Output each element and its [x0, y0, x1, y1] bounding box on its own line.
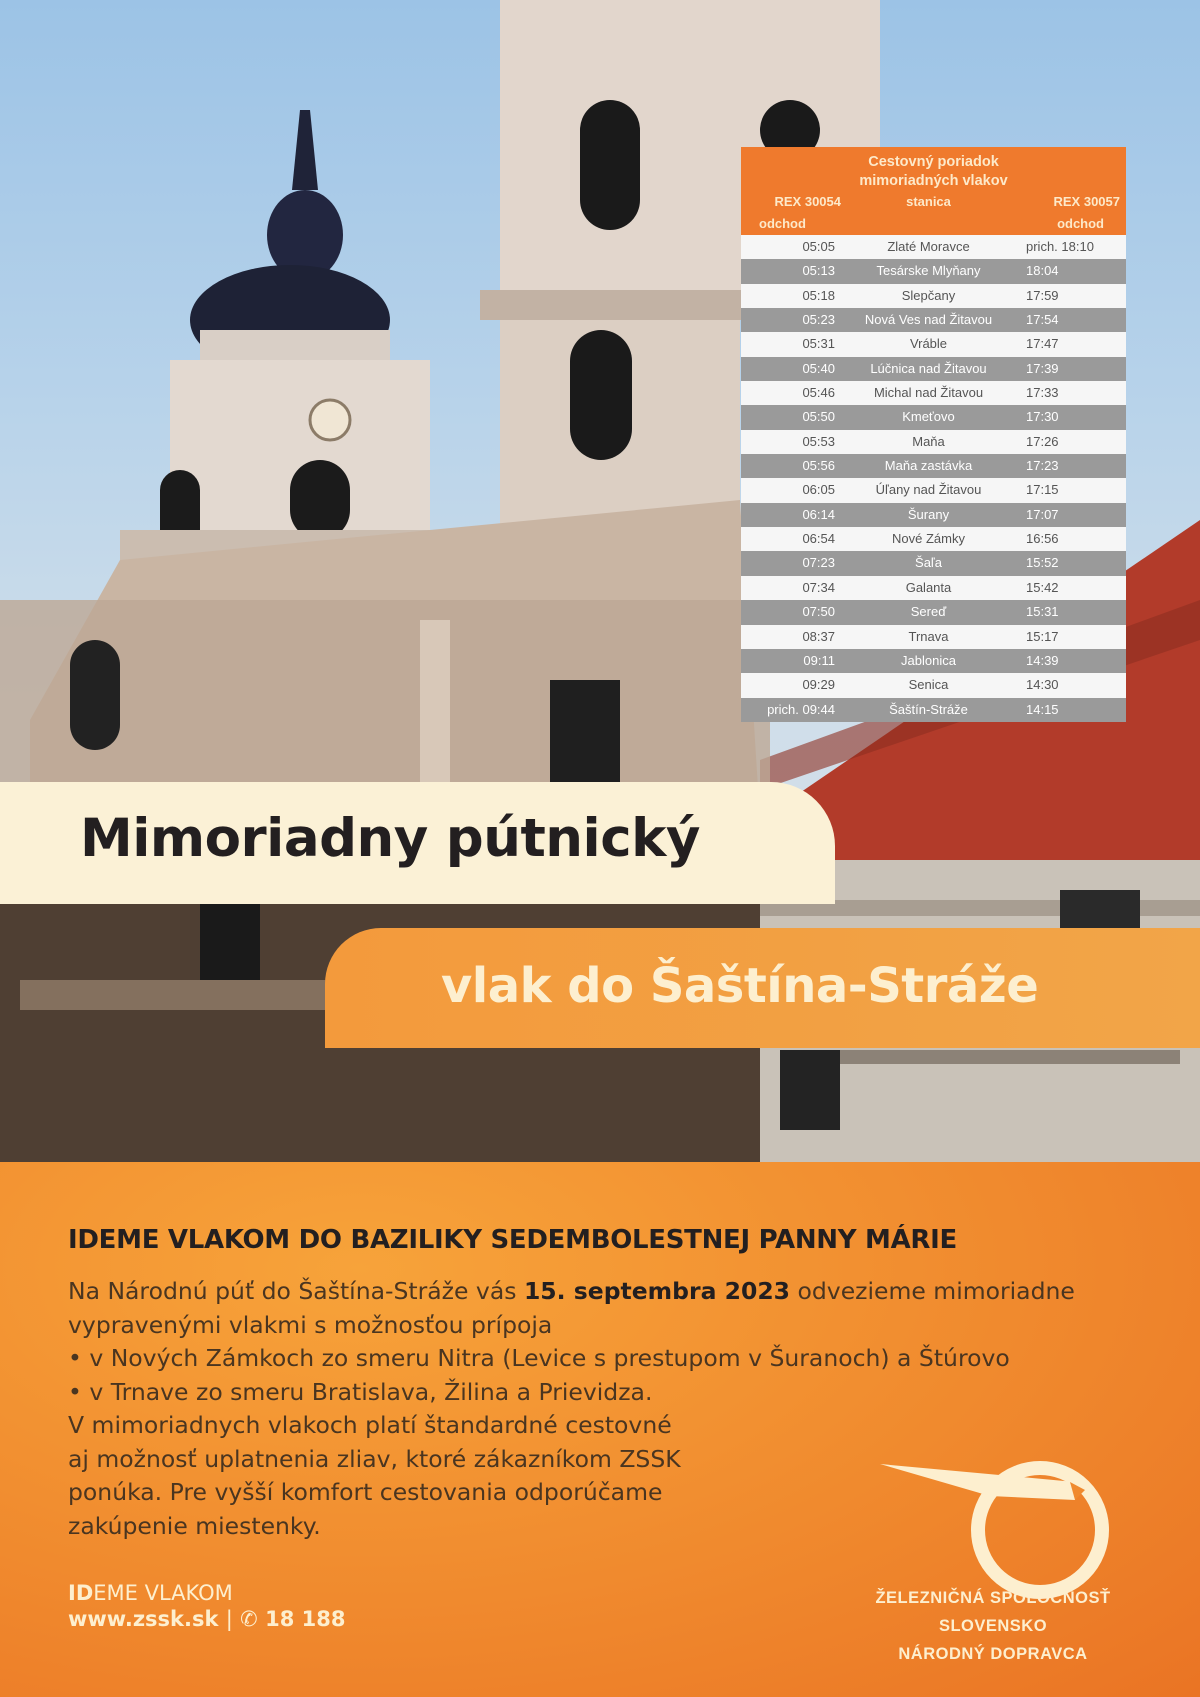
logo-text [848, 1584, 1138, 1668]
footer-slogan [68, 1580, 345, 1606]
return-time: 17:23 [1026, 458, 1059, 474]
station-name: Sereď [910, 604, 947, 620]
station-name: Trnava [908, 628, 949, 644]
timetable-title [741, 147, 1126, 191]
return-time: 17:33 [1026, 385, 1059, 401]
departure-time: 05:05 [802, 239, 835, 254]
station-name: Jablonica [901, 652, 956, 668]
station-name: Maňa zastávka [884, 458, 973, 474]
station-name: Šurany [907, 506, 950, 522]
table-row [741, 673, 1126, 697]
return-time: 18:04 [1026, 263, 1059, 279]
station-name: Vráble [909, 336, 948, 352]
info-line-8: zakúpenie miestenky. [68, 1511, 321, 1540]
phone-icon: ✆ [240, 1607, 258, 1631]
departure-time: 05:50 [802, 409, 835, 425]
departure-time: 05:46 [802, 385, 835, 401]
info-line-6: aj možnosť uplatnenia zliav, ktoré zákazníkom ZSSK [68, 1444, 681, 1473]
station-name: Šaľa [915, 555, 942, 571]
table-row [741, 478, 1126, 502]
timetable-title-line2: mimoriadných vlakov [859, 173, 1008, 189]
departure-time: 07:34 [802, 579, 835, 595]
return-time: 15:17 [1026, 628, 1059, 644]
timetable-sub-headers [741, 213, 1126, 235]
departure-time: 06:54 [802, 531, 835, 547]
col-header-station: stanica [906, 194, 951, 209]
station-name: Galanta [905, 579, 952, 595]
departure-time: 09:11 [803, 652, 835, 668]
phone-number: 18 188 [265, 1607, 346, 1631]
departure-time: 05:23 [802, 312, 835, 328]
table-row [741, 649, 1126, 673]
info-line-1 [68, 1275, 1128, 1309]
return-time: 17:39 [1026, 360, 1059, 376]
return-time: 14:39 [1026, 652, 1059, 668]
website-link[interactable]: www.zssk.sk [68, 1607, 219, 1631]
departure-time: 06:14 [802, 506, 835, 522]
title-line-2: vlak do Šaštína-Stráže [441, 958, 1039, 1014]
info-line-5: V mimoriadnych vlakoch platí štandardné cestovné [68, 1411, 672, 1439]
station-name: Michal nad Žitavou [873, 385, 984, 401]
timetable-column-headers [741, 191, 1126, 213]
return-time: 17:54 [1026, 312, 1059, 328]
return-time: 16:56 [1026, 531, 1059, 547]
departure-time: 07:50 [802, 604, 835, 620]
departure-time: 05:53 [802, 433, 835, 449]
info-date: 15. septembra 2023 [523, 1277, 791, 1305]
return-time: prich. 18:10 [1026, 239, 1094, 254]
station-name: Nové Zámky [892, 531, 965, 547]
slogan-bold: ID [68, 1581, 94, 1605]
station-name: Kmeťovo [902, 409, 955, 425]
table-row [741, 405, 1126, 429]
table-row [741, 308, 1126, 332]
table-row [741, 551, 1126, 575]
logo-subtitle: NÁRODNÝ DOPRAVCA [898, 1645, 1088, 1663]
departure-time: 05:13 [802, 263, 835, 279]
info-line-2: vypravenými vlakmi s možnosťou prípoja [68, 1310, 553, 1339]
station-name: Maňa [912, 433, 945, 449]
info-line-1-pre: Na Národnú púť do Šaštína-Stráže vás [68, 1277, 524, 1305]
title-line-1: Mimoriadny pútnický [80, 808, 700, 869]
table-row [741, 454, 1126, 478]
return-time: 15:31 [1026, 604, 1059, 620]
table-row [741, 284, 1126, 308]
table-row [741, 527, 1126, 551]
logo-company-name: ŽELEZNIČNÁ SPOLOČNOSŤ SLOVENSKO [875, 1589, 1111, 1635]
table-row [741, 332, 1126, 356]
station-name: Šaštín-Stráže [889, 701, 968, 717]
table-row [741, 503, 1126, 527]
departure-time: 09:29 [802, 677, 835, 693]
sub-header-left: odchod [759, 216, 806, 231]
return-time: 17:07 [1026, 506, 1059, 522]
return-time: 17:26 [1026, 433, 1059, 449]
return-time: 17:59 [1026, 287, 1059, 303]
info-bullet-1: • v Nových Zámkoch zo smeru Nitra (Levice s prestupom v Šuranoch) a Štúrovo [68, 1344, 1010, 1372]
return-time: 15:52 [1026, 555, 1059, 571]
sub-header-right: odchod [1057, 216, 1104, 231]
col-header-right: REX 30057 [1053, 194, 1120, 209]
table-row [741, 698, 1126, 722]
station-name: Úľany nad Žitavou [875, 482, 982, 498]
timetable [741, 147, 1126, 722]
station-name: Tesárske Mlyňany [876, 263, 981, 279]
return-time: 15:42 [1026, 579, 1059, 595]
table-row [741, 235, 1126, 259]
table-row [741, 430, 1126, 454]
return-time: 17:47 [1026, 336, 1059, 352]
departure-time: prich. 09:44 [767, 701, 835, 717]
table-row [741, 600, 1126, 624]
station-name: Lúčnica nad Žitavou [870, 360, 987, 376]
table-row [741, 357, 1126, 381]
station-name: Senica [908, 677, 949, 693]
departure-time: 06:05 [802, 482, 835, 498]
departure-time: 05:18 [802, 287, 835, 303]
info-line-1-post: odvezieme mimoriadne [790, 1277, 1075, 1305]
slogan-rest: EME VLAKOM [93, 1581, 233, 1605]
table-row [741, 259, 1126, 283]
info-heading: IDEME VLAKOM DO BAZILIKY SEDEMBOLESTNEJ PANNY MÁRIE [68, 1225, 957, 1255]
return-time: 17:15 [1026, 482, 1059, 498]
station-name: Slepčany [901, 287, 956, 303]
footer-separator: | [225, 1607, 233, 1631]
return-time: 14:30 [1026, 677, 1059, 693]
footer [68, 1580, 345, 1632]
table-row [741, 625, 1126, 649]
info-line-7: ponúka. Pre vyšší komfort cestovania odporúčame [68, 1478, 663, 1506]
timetable-header [741, 147, 1126, 235]
departure-time: 05:56 [802, 458, 835, 474]
departure-time: 05:31 [802, 336, 835, 352]
departure-time: 08:37 [802, 628, 835, 644]
table-row [741, 381, 1126, 405]
departure-time: 07:23 [802, 555, 835, 571]
table-row [741, 576, 1126, 600]
info-bullet-2: • v Trnave zo smeru Bratislava, Žilina a Prievidza. [68, 1377, 653, 1406]
station-name: Zlaté Moravce [887, 239, 970, 254]
timetable-title-line1: Cestovný poriadok [868, 154, 999, 170]
col-header-left: REX 30054 [774, 194, 841, 209]
departure-time: 05:40 [802, 360, 835, 376]
timetable-rows [741, 235, 1126, 722]
footer-contact [68, 1606, 345, 1632]
station-name: Nová Ves nad Žitavou [864, 312, 993, 328]
return-time: 14:15 [1026, 701, 1059, 717]
return-time: 17:30 [1026, 409, 1059, 425]
